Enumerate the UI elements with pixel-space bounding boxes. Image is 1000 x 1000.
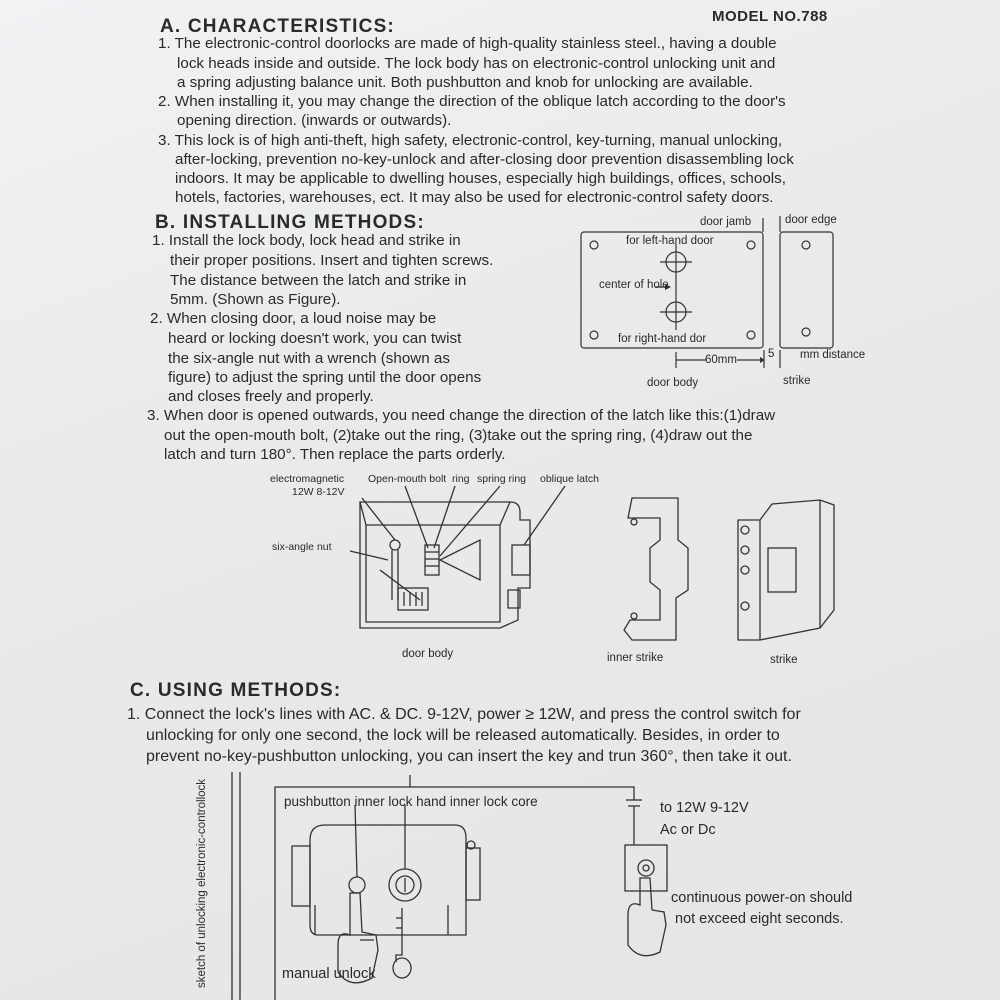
label-open-mouth-bolt: Open-mouth bolt bbox=[368, 473, 447, 485]
wall-switch bbox=[625, 845, 667, 891]
label-manual-unlock: manual unlock bbox=[282, 966, 376, 982]
caption-door-body: door body bbox=[402, 648, 454, 660]
hand-switch bbox=[628, 878, 666, 956]
section-b-line: out the open-mouth bolt, (2)take out the ring, (3)take out the spring ring, (4)draw out the bbox=[164, 427, 753, 444]
label-strike: strike bbox=[783, 375, 811, 387]
section-b-line: 2. When closing door, a loud noise may be bbox=[150, 310, 437, 327]
section-c-line: 1. Connect the lock's lines with AC. & DC. 9-12V, power ≥ 12W, and press the control switch for bbox=[127, 706, 801, 723]
section-b-line: 5mm. (Shown as Figure). bbox=[170, 291, 341, 308]
label-oblique-latch: oblique latch bbox=[540, 473, 599, 485]
section-a-heading: A. CHARACTERISTICS: bbox=[160, 16, 395, 37]
lock-side-plate bbox=[466, 848, 480, 900]
section-a-line: hotels, factories, warehouses, ect. It may also be used for electronic-control safety doors. bbox=[175, 189, 774, 206]
label-center-hole: center of hole bbox=[599, 279, 669, 291]
section-b-line: latch and turn 180°. Then replace the parts orderly. bbox=[164, 446, 506, 463]
section-a-line: 2. When installing it, you may change the direction of the oblique latch according to the door's bbox=[158, 93, 786, 110]
section-a-line: 1. The electronic-control doorlocks are made of high-quality stainless steel., having a double bbox=[158, 35, 777, 52]
pushbutton bbox=[349, 877, 365, 893]
section-a-line: indoors. It may be applicable to dwelling houses, especially high buildings, offices, schools, bbox=[175, 170, 786, 187]
lock-body bbox=[310, 825, 466, 935]
section-a-line: 3. This lock is of high anti-theft, high safety, electronic-control, key-turning, manual unlocking, bbox=[158, 132, 783, 149]
section-b-line: figure) to adjust the spring until the door opens bbox=[168, 369, 482, 386]
label-door-edge: door edge bbox=[785, 214, 837, 226]
label-ring: ring bbox=[452, 473, 470, 485]
section-b-line: their proper positions. Insert and tighten screws. bbox=[170, 252, 494, 269]
side-caption-sketch: sketch of unlocking electronic-controllock bbox=[196, 778, 208, 988]
label-left-hand: for left-hand door bbox=[626, 235, 714, 247]
section-b-line: the six-angle nut with a wrench (shown as bbox=[168, 350, 450, 367]
label-spring-ring: spring ring bbox=[477, 473, 527, 485]
label-mm-distance: mm distance bbox=[800, 349, 866, 361]
label-pushbutton: pushbutton inner lock hand inner lock core bbox=[284, 794, 538, 809]
label-electromagnetic: electromagnetic bbox=[270, 473, 345, 485]
caption-inner-strike: inner strike bbox=[607, 652, 664, 664]
label-continuous-1: continuous power-on should bbox=[671, 890, 853, 906]
label-door-jamb: door jamb bbox=[700, 216, 752, 228]
section-a-line: opening direction. (inwards or outwards). bbox=[177, 112, 452, 129]
label-right-hand: for right-hand dor bbox=[618, 333, 707, 345]
label-5: 5 bbox=[768, 348, 775, 360]
section-c-heading: C. USING METHODS: bbox=[130, 680, 342, 701]
label-12w: 12W 8-12V bbox=[292, 486, 345, 498]
section-a-line: after-locking, prevention no-key-unlock and after-closing door prevention disassembling lock bbox=[175, 151, 794, 168]
caption-strike: strike bbox=[770, 654, 798, 666]
label-six-angle-nut: six-angle nut bbox=[272, 541, 332, 553]
label-continuous-2: not exceed eight seconds. bbox=[675, 911, 844, 927]
label-60mm: 60mm bbox=[705, 354, 737, 366]
label-power: to 12W 9-12V bbox=[660, 800, 749, 816]
label-door-body: door body bbox=[647, 377, 699, 389]
section-b-line: heard or locking doesn't work, you can twist bbox=[168, 330, 462, 347]
section-b-line: The distance between the latch and strike in bbox=[170, 272, 467, 289]
label-ac-dc: Ac or Dc bbox=[660, 822, 716, 838]
section-c-line: unlocking for only one second, the lock will be released automatically. Besides, in order to bbox=[146, 727, 780, 744]
section-b-line: and closes freely and properly. bbox=[168, 388, 374, 405]
section-b-line: 1. Install the lock body, lock head and strike in bbox=[152, 232, 461, 249]
section-b-line: 3. When door is opened outwards, you need change the direction of the latch like this:(1)draw bbox=[147, 407, 776, 424]
section-b-heading: B. INSTALLING METHODS: bbox=[155, 212, 425, 233]
model-number: MODEL NO.788 bbox=[712, 8, 828, 25]
lock-bolt bbox=[292, 846, 310, 906]
section-a-line: lock heads inside and outside. The lock body has on electronic-control unlocking unit and bbox=[177, 55, 776, 72]
section-c-line: prevent no-key-pushbutton unlocking, you can insert the key and trun 360°, then take it out. bbox=[146, 748, 792, 765]
section-a-line: a spring adjusting balance unit. Both pushbutton and knob for unlocking are available. bbox=[177, 74, 753, 91]
